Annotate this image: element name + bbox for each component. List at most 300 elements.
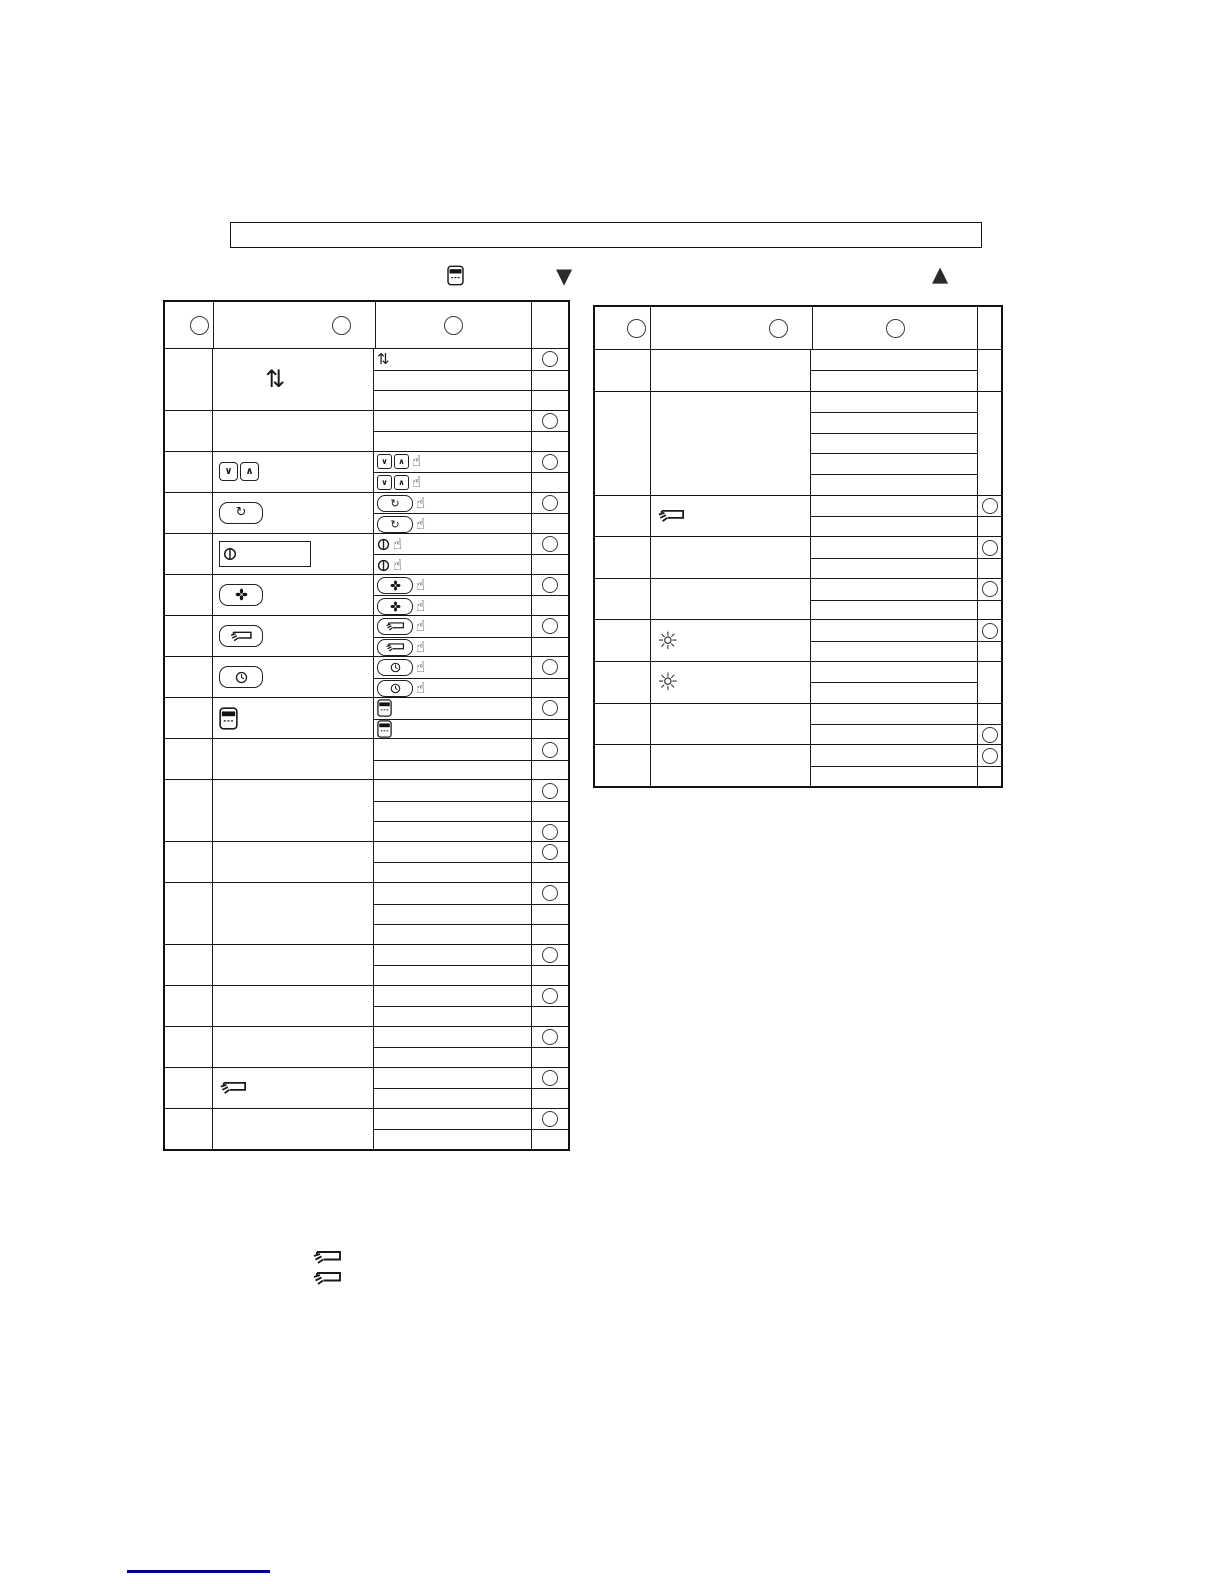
procedure-cell [374,945,531,966]
procedure-cell [374,657,531,678]
procedure-cell [374,698,531,719]
number-cell [595,392,650,495]
label-cell [650,620,810,661]
status-cell [531,720,568,740]
table-row [595,349,1001,391]
status-circle [982,581,998,597]
status-cell [531,493,568,514]
label-cell [212,493,373,533]
status-cell [977,767,1001,787]
status-cell [977,620,1001,641]
procedure-sub-row [374,637,568,658]
procedure-cell [374,1027,531,1048]
status-circle [542,659,558,675]
status-cell [531,986,568,1007]
procedure-sub-row [374,821,568,842]
procedure-cell [374,555,531,575]
procedure-cell [811,620,977,641]
press-hand-icon: ☝ [416,637,426,656]
procedure-cell-group [373,780,568,841]
procedure-cell [374,761,531,781]
unit-icon [219,707,238,730]
procedure-cell-group [810,537,1001,578]
updown-arrows-icon: ⇅ [377,349,390,368]
status-cell [977,350,1001,391]
status-cell [531,371,568,391]
header-cell [531,302,568,348]
table-header-row [165,302,568,348]
label-cell [212,616,373,656]
status-circle [982,540,998,556]
label-cell [212,534,373,574]
number-cell [165,349,212,410]
status-cell [531,616,568,637]
power-icon [377,538,390,551]
status-cell [531,863,568,883]
sun-icon: ☼ [656,626,679,655]
procedure-cell [374,391,531,411]
procedure-cell-group [373,657,568,697]
procedure-sub-row [374,349,568,370]
table-row [165,779,568,841]
status-cell [531,1048,568,1068]
procedure-cell [811,517,977,537]
status-cell [531,432,568,452]
status-cell [531,452,568,473]
procedure-cell [374,638,531,658]
procedure-sub-row [374,1109,568,1130]
status-circle [542,495,558,511]
chevron-down-button-icon: ∨ [219,462,238,481]
procedure-cell [374,473,531,493]
status-cell [531,555,568,575]
label-cell [212,349,373,410]
procedure-sub-row [374,493,568,514]
status-cell [531,473,568,493]
status-cell [531,966,568,986]
procedure-cell [811,725,977,745]
procedure-cell [374,720,531,740]
label-cell [650,350,810,391]
number-cell [165,1027,212,1067]
procedure-sub-row [811,537,1001,558]
procedure-cell [374,514,531,534]
status-cell [531,905,568,925]
status-circle [542,783,558,799]
procedure-sub-row [374,1129,568,1150]
number-cell [595,745,650,786]
label-cell [212,575,373,615]
procedure-sub-row [811,600,1001,621]
press-hand-icon: ☝ [412,452,422,471]
procedure-cell [374,1007,531,1027]
label-cell [650,392,810,495]
status-cell [531,925,568,945]
status-cell [531,657,568,678]
procedure-cell [374,371,531,391]
table-row [165,348,568,410]
mode-button-icon: ↻ [377,495,413,512]
procedure-cell [374,452,531,473]
number-cell [595,662,650,703]
airflow-icon [657,508,685,524]
number-cell [165,657,212,697]
status-cell [977,559,1001,579]
press-hand-icon: ☝ [412,473,422,492]
procedure-cell [811,559,977,579]
status-circle [542,1070,558,1086]
status-circle [542,700,558,716]
table-row [165,1026,568,1067]
procedure-cell-group [810,350,1001,391]
table-row [165,615,568,656]
label-cell [212,842,373,882]
procedure-cell [811,601,977,621]
table-row [595,495,1001,537]
status-cell [531,349,568,370]
header-cell [213,302,376,348]
procedure-sub-row [374,370,568,391]
procedure-cell [374,616,531,637]
power-switch-icon [219,541,311,567]
status-cell [531,1007,568,1027]
label-cell [212,1109,373,1149]
number-cell [595,579,650,620]
procedure-sub-row [374,554,568,575]
number-cell [165,534,212,574]
status-circle [542,742,558,758]
procedure-sub-row [374,801,568,822]
label-cell [212,1027,373,1067]
status-cell [531,638,568,658]
procedure-cell [374,986,531,1007]
timer-button-icon [377,659,413,676]
label-cell [650,496,810,537]
table-row [165,410,568,451]
status-cell [531,780,568,801]
airflow-button-icon [377,639,413,656]
header-circle [190,316,209,335]
number-cell [165,945,212,985]
procedure-cell [374,679,531,699]
status-cell [531,679,568,699]
procedure-sub-row [811,496,1001,517]
table-row [165,738,568,779]
procedure-cell [374,966,531,986]
procedure-cell [374,802,531,822]
procedure-cell-group [373,534,568,574]
procedure-cell-group [373,842,568,882]
procedure-cell-group [373,616,568,656]
status-cell [977,392,1001,495]
status-cell [531,575,568,596]
procedure-sub-row [811,704,1001,725]
number-cell [595,350,650,391]
timer-button-icon [377,680,413,697]
table-row [595,391,1001,495]
table-row [165,944,568,985]
procedure-sub-row [811,516,1001,537]
procedure-sub-row [374,472,568,493]
fan-button-icon [377,577,413,594]
table-row [595,578,1001,620]
status-cell [531,1027,568,1048]
procedure-cell [374,842,531,863]
label-cell [212,883,373,944]
status-cell [531,596,568,616]
status-circle [542,947,558,963]
procedure-sub-row [811,745,1001,766]
status-circle [542,618,558,634]
status-cell [977,704,1001,725]
updown-buttons-icon [377,454,409,469]
airflow-icon [312,1249,342,1266]
status-cell [531,391,568,411]
header-circle [332,316,351,335]
status-circle [982,748,998,764]
table-row [165,492,568,533]
table-row [165,574,568,615]
procedure-cell [374,883,531,904]
procedure-sub-row [374,513,568,534]
procedure-cell [374,905,531,925]
status-circle [542,413,558,429]
table-row [165,985,568,1026]
procedure-cell-group [810,392,1001,495]
procedure-sub-row [374,657,568,678]
label-cell [650,745,810,786]
link-underline[interactable] [127,1570,270,1573]
fan-button-icon [219,584,263,606]
procedure-cell [374,739,531,760]
status-cell [531,883,568,904]
number-cell [165,883,212,944]
header-cell [812,307,977,349]
procedure-sub-row [811,579,1001,600]
header-circle [444,316,463,335]
status-cell [531,698,568,719]
procedure-cell-group [373,1027,568,1067]
procedure-sub-row [374,616,568,637]
status-cell [531,534,568,555]
status-cell [977,745,1001,766]
table-row [595,536,1001,578]
procedure-cell [811,704,977,725]
procedure-sub-row [374,780,568,801]
procedure-cell [374,575,531,596]
label-cell [650,662,810,703]
status-cell [977,496,1001,517]
label-cell [212,411,373,451]
airflow-button-icon [219,625,263,647]
status-circle [542,1029,558,1045]
procedure-cell [374,596,531,616]
header-cell [165,302,213,348]
procedure-cell-group [373,986,568,1026]
status-circle [542,351,558,367]
status-cell [531,1089,568,1109]
procedure-cell-group [373,411,568,451]
mode-button-icon: ↻ [219,502,263,524]
status-circle [542,988,558,1004]
status-circle [982,498,998,514]
procedure-sub-row [811,558,1001,579]
procedure-cell [811,579,977,600]
status-cell [977,517,1001,537]
status-cell [531,802,568,822]
label-cell [650,704,810,745]
procedure-sub-row [374,862,568,883]
header-cell [595,307,650,349]
header-circle [627,319,646,338]
table-row [165,841,568,882]
label-cell [212,698,373,738]
status-cell [977,601,1001,621]
label-cell [650,537,810,578]
number-cell [165,493,212,533]
status-cell [531,822,568,842]
header-cell [650,307,812,349]
table-row [165,1108,568,1149]
status-cell [531,411,568,432]
press-hand-icon: ☝ [393,534,403,553]
label-cell [212,1068,373,1108]
procedure-cell [374,1130,531,1150]
status-cell [531,761,568,781]
procedure-cell-group [373,1109,568,1149]
status-circle [982,623,998,639]
power-icon [377,559,390,572]
status-cell [531,514,568,534]
header-cell [977,307,1001,349]
chevron-up-button-icon: ∧ [394,454,409,469]
table-row [595,661,1001,703]
procedure-sub-row [374,1068,568,1089]
chevron-down-button-icon: ∨ [377,454,392,469]
procedure-cell-group [373,698,568,738]
table-row [165,656,568,697]
number-cell [165,1109,212,1149]
number-cell [165,842,212,882]
status-cell [531,945,568,966]
number-cell [165,986,212,1026]
press-hand-icon: ☝ [416,596,426,615]
procedure-sub-row [374,1027,568,1048]
procedure-sub-row [374,452,568,473]
table-row [165,882,568,944]
procedure-cell-group [373,739,568,779]
procedure-cell [374,1068,531,1089]
number-cell [165,698,212,738]
procedure-cell [374,493,531,514]
press-hand-icon: ☝ [416,657,426,676]
number-cell [595,620,650,661]
mode-button-icon: ↻ [377,516,413,533]
procedure-cell-group [373,575,568,615]
number-cell [165,780,212,841]
fan-button-icon [377,598,413,615]
label-cell [212,452,373,492]
status-cell [977,642,1001,662]
footer-airflow-icons [312,1249,342,1287]
status-cell [531,842,568,863]
procedure-sub-row [374,965,568,986]
triangle-up-icon: ▲ [932,262,949,286]
status-cell [977,579,1001,600]
timer-button-icon [219,666,263,688]
status-cell [977,725,1001,745]
procedure-cell-group [810,662,1001,703]
status-cell [977,662,1001,703]
table-row [165,533,568,574]
procedure-sub-row [374,760,568,781]
procedure-cell-group [810,496,1001,537]
procedure-cell [374,780,531,801]
procedure-cell [811,745,977,766]
procedure-sub-row [374,411,568,432]
procedure-cell [374,925,531,945]
label-cell [212,986,373,1026]
procedure-sub-row [374,431,568,452]
header-circle [769,319,788,338]
header-circle [886,319,905,338]
number-cell [165,616,212,656]
label-cell [212,780,373,841]
table-row [595,703,1001,745]
updown-buttons-icon [377,475,409,490]
title-box [230,222,982,248]
procedure-sub-row [811,620,1001,641]
procedure-sub-row [374,1047,568,1068]
procedure-sub-row [374,842,568,863]
press-hand-icon: ☝ [416,493,426,512]
updown-buttons-icon [219,462,259,481]
status-circle [542,1111,558,1127]
procedure-cell-group [810,620,1001,661]
procedure-cell [374,863,531,883]
status-cell [531,1109,568,1130]
number-cell [595,704,650,745]
procedure-cell [811,642,977,662]
procedure-cell-group [373,945,568,985]
number-cell [165,1068,212,1108]
procedure-cell-group [810,704,1001,745]
status-circle [542,885,558,901]
label-cell [650,579,810,620]
procedure-cell-group [373,349,568,410]
procedure-cell [374,1048,531,1068]
unit-icon [447,265,464,290]
chevron-up-button-icon: ∧ [240,462,259,481]
label-cell [212,739,373,779]
procedure-sub-row [811,724,1001,745]
label-cell [212,945,373,985]
procedure-cell [374,349,531,370]
table-row [165,697,568,738]
procedure-cell-group [810,579,1001,620]
press-hand-icon: ☝ [416,514,426,533]
updown-arrows-icon: ⇅ [265,365,286,394]
procedure-cell [374,1089,531,1109]
status-cell [531,1068,568,1089]
procedure-sub-row [374,945,568,966]
press-hand-icon: ☝ [416,575,426,594]
number-cell [595,537,650,578]
procedure-sub-row [374,1088,568,1109]
procedure-cell [811,767,977,787]
procedure-cell-group [373,883,568,944]
procedure-cell [374,822,531,842]
